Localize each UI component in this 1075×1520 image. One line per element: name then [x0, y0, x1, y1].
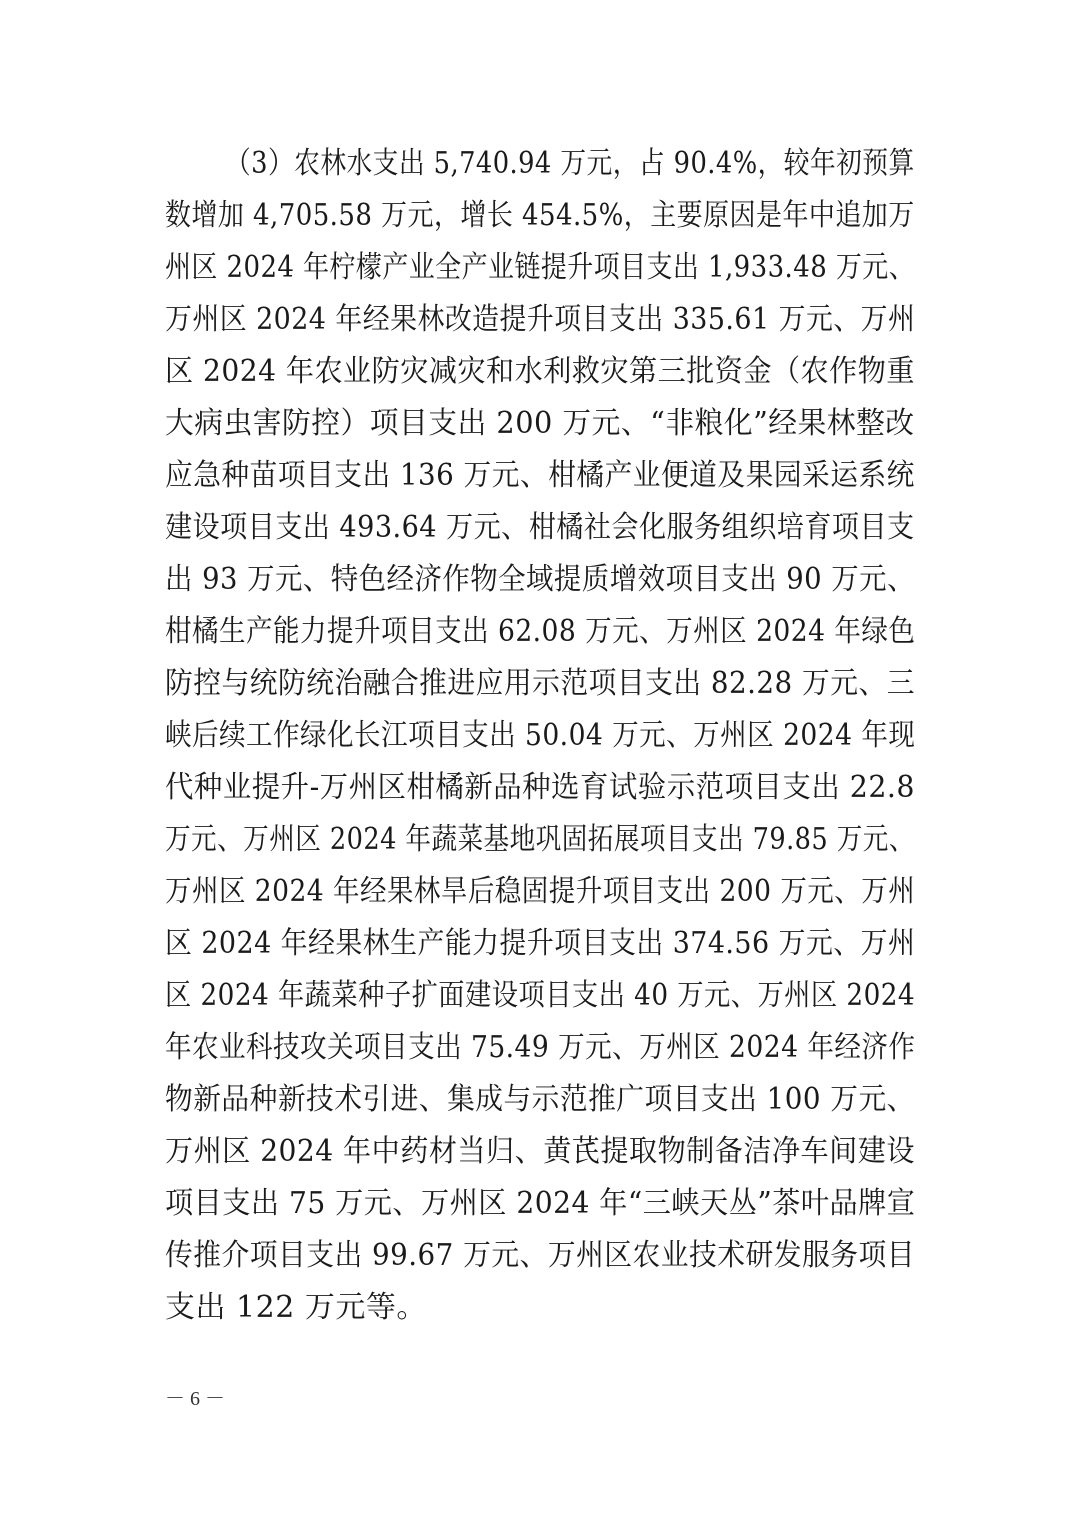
paragraph-line: 年农业科技攻关项目支出 75.49 万元、万州区 2024 年经济作	[165, 1030, 916, 1065]
page-number: － 6 －	[165, 1388, 225, 1410]
paragraph-line: 项目支出 75 万元、万州区 2024 年“三峡天丛”茶叶品牌宣	[165, 1186, 916, 1221]
paragraph-line: 应急种苗项目支出 136 万元、柑橘产业便道及果园采运系统	[165, 458, 915, 493]
paragraph-line: 万州区 2024 年经果林旱后稳固提升项目支出 200 万元、万州	[165, 874, 916, 909]
paragraph-line: 区 2024 年经果林生产能力提升项目支出 374.56 万元、万州	[165, 926, 916, 961]
paragraph-line: 万州区 2024 年中药材当归、黄芪提取物制备洁净车间建设	[165, 1134, 915, 1169]
paragraph-line: 区 2024 年农业防灾减灾和水利救灾第三批资金（农作物重	[165, 354, 915, 389]
paragraph-line: 数增加 4,705.58 万元，增长 454.5%，主要原因是年中追加万	[165, 198, 915, 233]
paragraph-line: 万州区 2024 年经果林改造提升项目支出 335.61 万元、万州	[165, 302, 916, 337]
paragraph-line: 大病虫害防控）项目支出 200 万元、“非粮化”经果林整改	[165, 406, 915, 441]
paragraph-line: 州区 2024 年柠檬产业全产业链提升项目支出 1,933.48 万元、	[165, 250, 916, 285]
paragraph-line: 物新品种新技术引进、集成与示范推广项目支出 100 万元、	[165, 1082, 915, 1117]
paragraph-line: 峡后续工作绿化长江项目支出 50.04 万元、万州区 2024 年现	[165, 718, 916, 753]
paragraph-line: 出 93 万元、特色经济作物全域提质增效项目支出 90 万元、	[165, 562, 915, 597]
paragraph-line: （3）农林水支出 5,740.94 万元，占 90.4%，较年初预算	[225, 146, 915, 181]
paragraph-line: 柑橘生产能力提升项目支出 62.08 万元、万州区 2024 年绿色	[165, 614, 916, 649]
paragraph-line: 万元、万州区 2024 年蔬菜基地巩固拓展项目支出 79.85 万元、	[165, 822, 915, 857]
paragraph-line: 防控与统防统治融合推进应用示范项目支出 82.28 万元、三	[165, 666, 915, 701]
paragraph-line: 建设项目支出 493.64 万元、柑橘社会化服务组织培育项目支	[165, 510, 915, 545]
paragraph-line: 区 2024 年蔬菜种子扩面建设项目支出 40 万元、万州区 2024	[165, 978, 916, 1013]
paragraph-line: 支出 122 万元等。	[165, 1290, 427, 1325]
paragraph-line: 传推介项目支出 99.67 万元、万州区农业技术研发服务项目	[165, 1238, 915, 1273]
paragraph-line: 代种业提升-万州区柑橘新品种选育试验示范项目支出 22.8	[165, 770, 916, 805]
